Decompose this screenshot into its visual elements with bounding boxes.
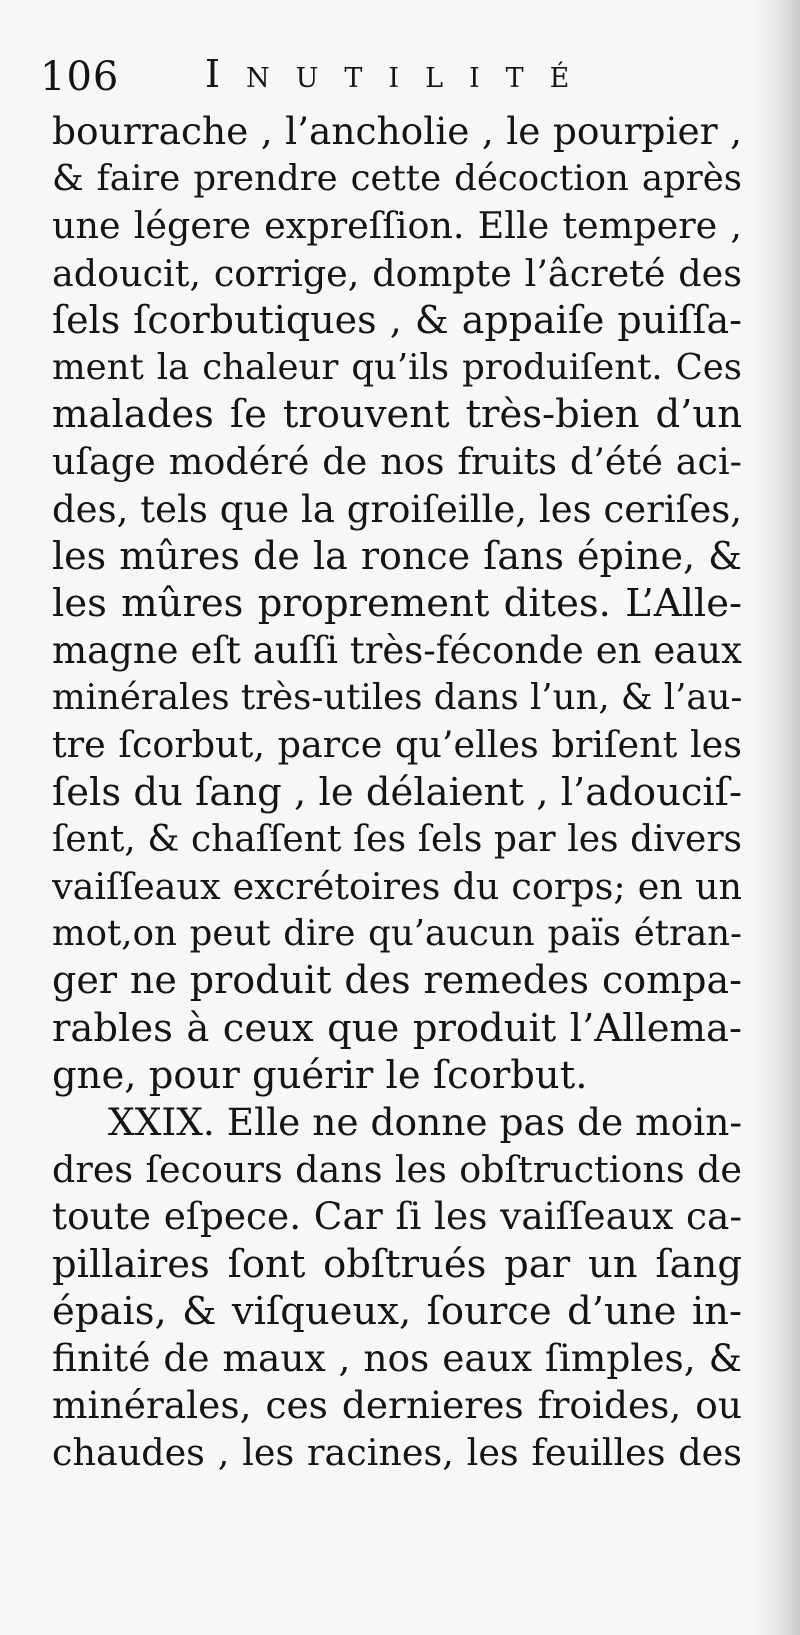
text-line: des, tels que la groiſeille, les ceriſes, (52, 487, 742, 531)
text-line: & faire prendre cette décoction après (52, 158, 742, 200)
text-line: vaiſſeaux excrétoires du corps; en un (52, 865, 742, 908)
text-line: uſage modéré de nos fruits d’été aci- (52, 440, 742, 484)
text-line: ger ne produit des remedes compa- (52, 958, 742, 1003)
gutter-shadow (754, 0, 800, 1635)
text-line: XXIX. Elle ne donne pas de moin- (108, 1099, 742, 1144)
text-line: bourrache , l’ancholie , le pourpier , (52, 109, 742, 153)
text-line: adoucit, corrige, dompte l’âcreté des (52, 251, 742, 295)
text-line: minérales, ces dernieres froides, ou (52, 1383, 742, 1428)
text-line: minérales très-utiles dans l’un, & l’au- (52, 677, 742, 719)
text-line: tre ſcorbut, parce qu’elles briſent les (52, 723, 742, 767)
text-line: chaudes , les racines, les feuilles des (52, 1431, 742, 1475)
text-line: ment la chaleur qu’ils produiſent. Ces (52, 346, 742, 388)
text-line: les mûres proprement dites. L’Alle- (52, 580, 742, 626)
text-line: mot,on peut dire qu’aucun païs étran- (52, 913, 742, 955)
text-line: pillaires ſont obſtrués par un ſang (52, 1241, 742, 1287)
running-head (40, 48, 740, 104)
body-text (52, 108, 742, 1476)
text-line: épais, & viſqueux, ſource d’une in- (52, 1288, 742, 1334)
text-line: ſent, & chaſſent ſes ſels par les divers (52, 818, 742, 860)
text-line: une légere expreſſion. Elle tempere , (52, 204, 742, 248)
text-line: dres ſecours dans les obſtructions de (52, 1148, 742, 1192)
text-line: magne eſt auſſi très-féconde en eaux (52, 629, 742, 673)
text-line: les mûres de la ronce ſans épine, & (52, 533, 742, 578)
text-line: ſels du ſang , le délaient , l’adouciſ- (52, 769, 742, 815)
page-number: 106 (40, 54, 120, 100)
text-line: rables à ceux que produit l’Allema- (52, 1005, 742, 1051)
text-line: malades ſe trouvent très-bien d’un (52, 392, 742, 438)
text-line: toute eſpece. Car ſi les vaiſſeaux ca- (52, 1194, 742, 1239)
running-title: Inutilité (205, 52, 596, 96)
text-line: gne, pour guérir le ſcorbut. (52, 1052, 588, 1098)
text-line: finité de maux , nos eaux ſimples, & (52, 1335, 742, 1380)
text-line: ſels ſcorbutiques , & appaiſe puiſſa- (52, 297, 742, 342)
